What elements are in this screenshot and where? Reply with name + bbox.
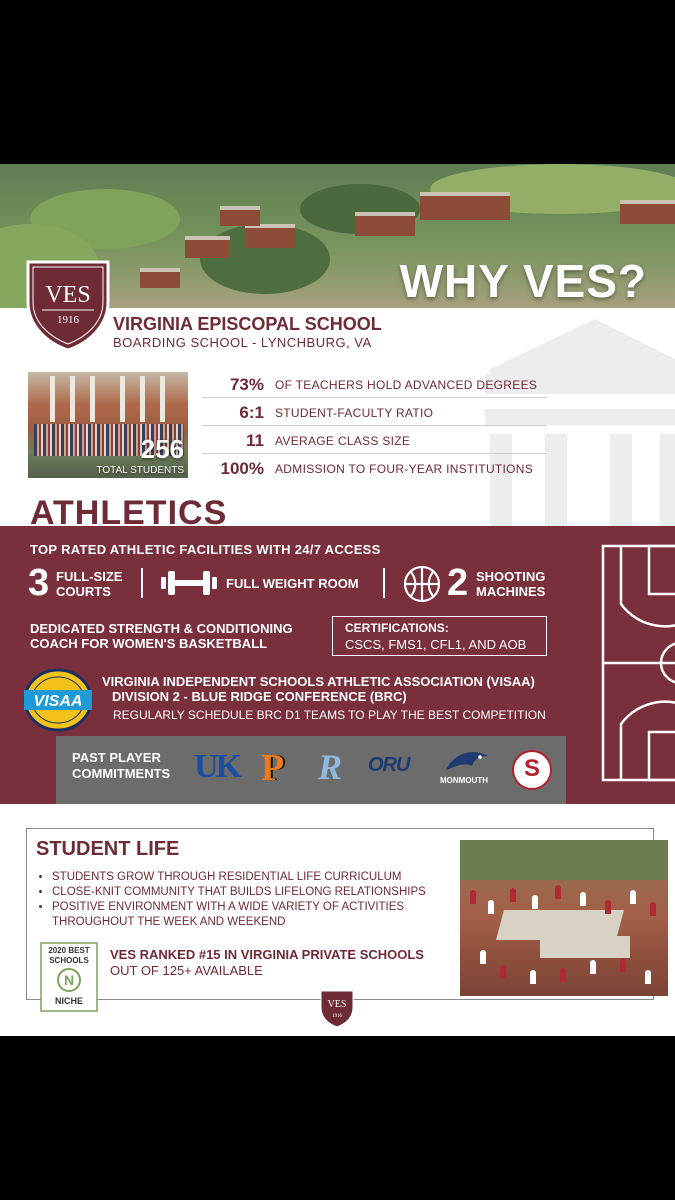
stat-label: OF TEACHERS HOLD ADVANCED DEGREES <box>275 378 538 392</box>
courts-number: 3 <box>28 562 50 604</box>
stony-brook-seal-icon <box>512 750 552 790</box>
infographic-page <box>0 164 675 1036</box>
visaa-line-1: VIRGINIA INDEPENDENT SCHOOLS ATHLETIC ASSOCIATION (VISAA) <box>102 674 535 689</box>
machines-label-1: SHOOTING <box>476 569 546 584</box>
dumbbell-icon <box>161 569 217 597</box>
machines-label-2: MACHINES <box>476 584 546 599</box>
stat-row <box>202 453 547 481</box>
list-item: • CLOSE-KNIT COMMUNITY THAT BUILDS LIFELONG RELATIONSHIPS <box>52 885 462 900</box>
shield-text: VES <box>45 282 91 308</box>
divider <box>383 568 385 598</box>
divider <box>141 568 143 598</box>
student-life-list <box>40 870 462 930</box>
visaa-line-2: DIVISION 2 - BLUE RIDGE CONFERENCE (BRC) <box>112 689 407 704</box>
student-life-photo <box>460 840 668 996</box>
rhode-island-logo: R <box>318 747 343 787</box>
student-body-photo <box>28 372 188 478</box>
stat-row <box>202 425 547 454</box>
courts-label-1: FULL-SIZE <box>56 569 123 584</box>
ranking-line-2: OUT OF 125+ AVAILABLE <box>110 963 263 978</box>
stony-brook-logo: S <box>523 755 540 782</box>
commitments-label-1: PAST PLAYER <box>72 750 161 765</box>
coach-line-1: DEDICATED STRENGTH & CONDITIONING <box>30 621 293 636</box>
stat-label: STUDENT-FACULTY RATIO <box>275 406 434 420</box>
niche-line-1: 2020 BEST <box>48 946 90 955</box>
visaa-line-3: REGULARLY SCHEDULE BRC D1 TEAMS TO PLAY THE BEST COMPETITION <box>113 708 546 722</box>
commitments-band <box>56 736 566 804</box>
coach-description <box>30 621 293 651</box>
list-item: • POSITIVE ENVIRONMENT WITH A WIDE VARIETY OF ACTIVITIES THROUGHOUT THE WEEK AND WEEKEND <box>52 900 462 930</box>
why-ves-title: WHY VES? <box>399 255 647 307</box>
shield-year: 1916 <box>57 314 79 326</box>
niche-name: NICHE <box>54 996 84 1006</box>
stat-label: ADMISSION TO FOUR-YEAR INSTITUTIONS <box>275 462 534 476</box>
niche-line-2: SCHOOLS <box>49 956 89 965</box>
stat-value: 6:1 <box>239 403 264 422</box>
stat-value: 100% <box>220 459 264 478</box>
list-item: • STUDENTS GROW THROUGH RESIDENTIAL LIFE CURRICULUM <box>52 870 462 885</box>
total-students-label: TOTAL STUDENTS <box>96 465 184 476</box>
oral-roberts-logo: ORU <box>368 754 410 776</box>
monmouth-logo: MONMOUTH <box>440 776 488 785</box>
visaa-logo-text: VISAA <box>33 693 83 710</box>
school-subtitle: BOARDING SCHOOL - LYNCHBURG, VA <box>113 335 372 350</box>
commitments-label <box>72 750 170 782</box>
stat-row <box>202 369 547 398</box>
footer-logo-text: VES <box>327 999 347 1010</box>
commitments-label-2: COMMITMENTS <box>72 766 171 781</box>
athletics-panel <box>0 526 675 804</box>
basketball-court-diagram <box>601 544 675 782</box>
stat-value: 73% <box>229 375 264 394</box>
niche-badge <box>40 942 98 1012</box>
total-students-number: 256 <box>140 434 184 464</box>
basketball-icon <box>403 565 441 603</box>
certifications-values: CSCS, FMS1, CFL1, AND AOB <box>345 637 527 652</box>
ves-footer-logo <box>320 990 354 1028</box>
ves-shield-logo <box>26 260 110 352</box>
stat-row <box>202 397 547 426</box>
stat-label: AVERAGE CLASS SIZE <box>275 434 411 448</box>
princeton-logo: P <box>261 747 285 789</box>
courts-label-2: COURTS <box>56 584 111 599</box>
weight-room-label: FULL WEIGHT ROOM <box>226 576 359 591</box>
ranking-line-1: VES RANKED #15 IN VIRGINIA PRIVATE SCHOOLS <box>110 947 424 962</box>
machines-number: 2 <box>447 562 469 604</box>
coach-line-2: COACH FOR WOMEN'S BASKETBALL <box>30 636 268 651</box>
school-name: VIRGINIA EPISCOPAL SCHOOL <box>113 314 382 334</box>
visaa-logo <box>22 666 94 732</box>
certifications-heading: CERTIFICATIONS: <box>345 621 449 635</box>
niche-letter: N <box>63 972 75 988</box>
hawk-icon <box>444 748 490 776</box>
footer-logo-year: 1916 <box>332 1014 342 1019</box>
certifications-box <box>332 616 547 656</box>
student-life-title: STUDENT LIFE <box>36 838 180 860</box>
stat-value: 11 <box>246 431 264 450</box>
kentucky-logo: UK <box>194 748 239 785</box>
facilities-headline: TOP RATED ATHLETIC FACILITIES WITH 24/7 ACCESS <box>30 542 381 557</box>
athletics-title: ATHLETICS <box>30 494 228 532</box>
